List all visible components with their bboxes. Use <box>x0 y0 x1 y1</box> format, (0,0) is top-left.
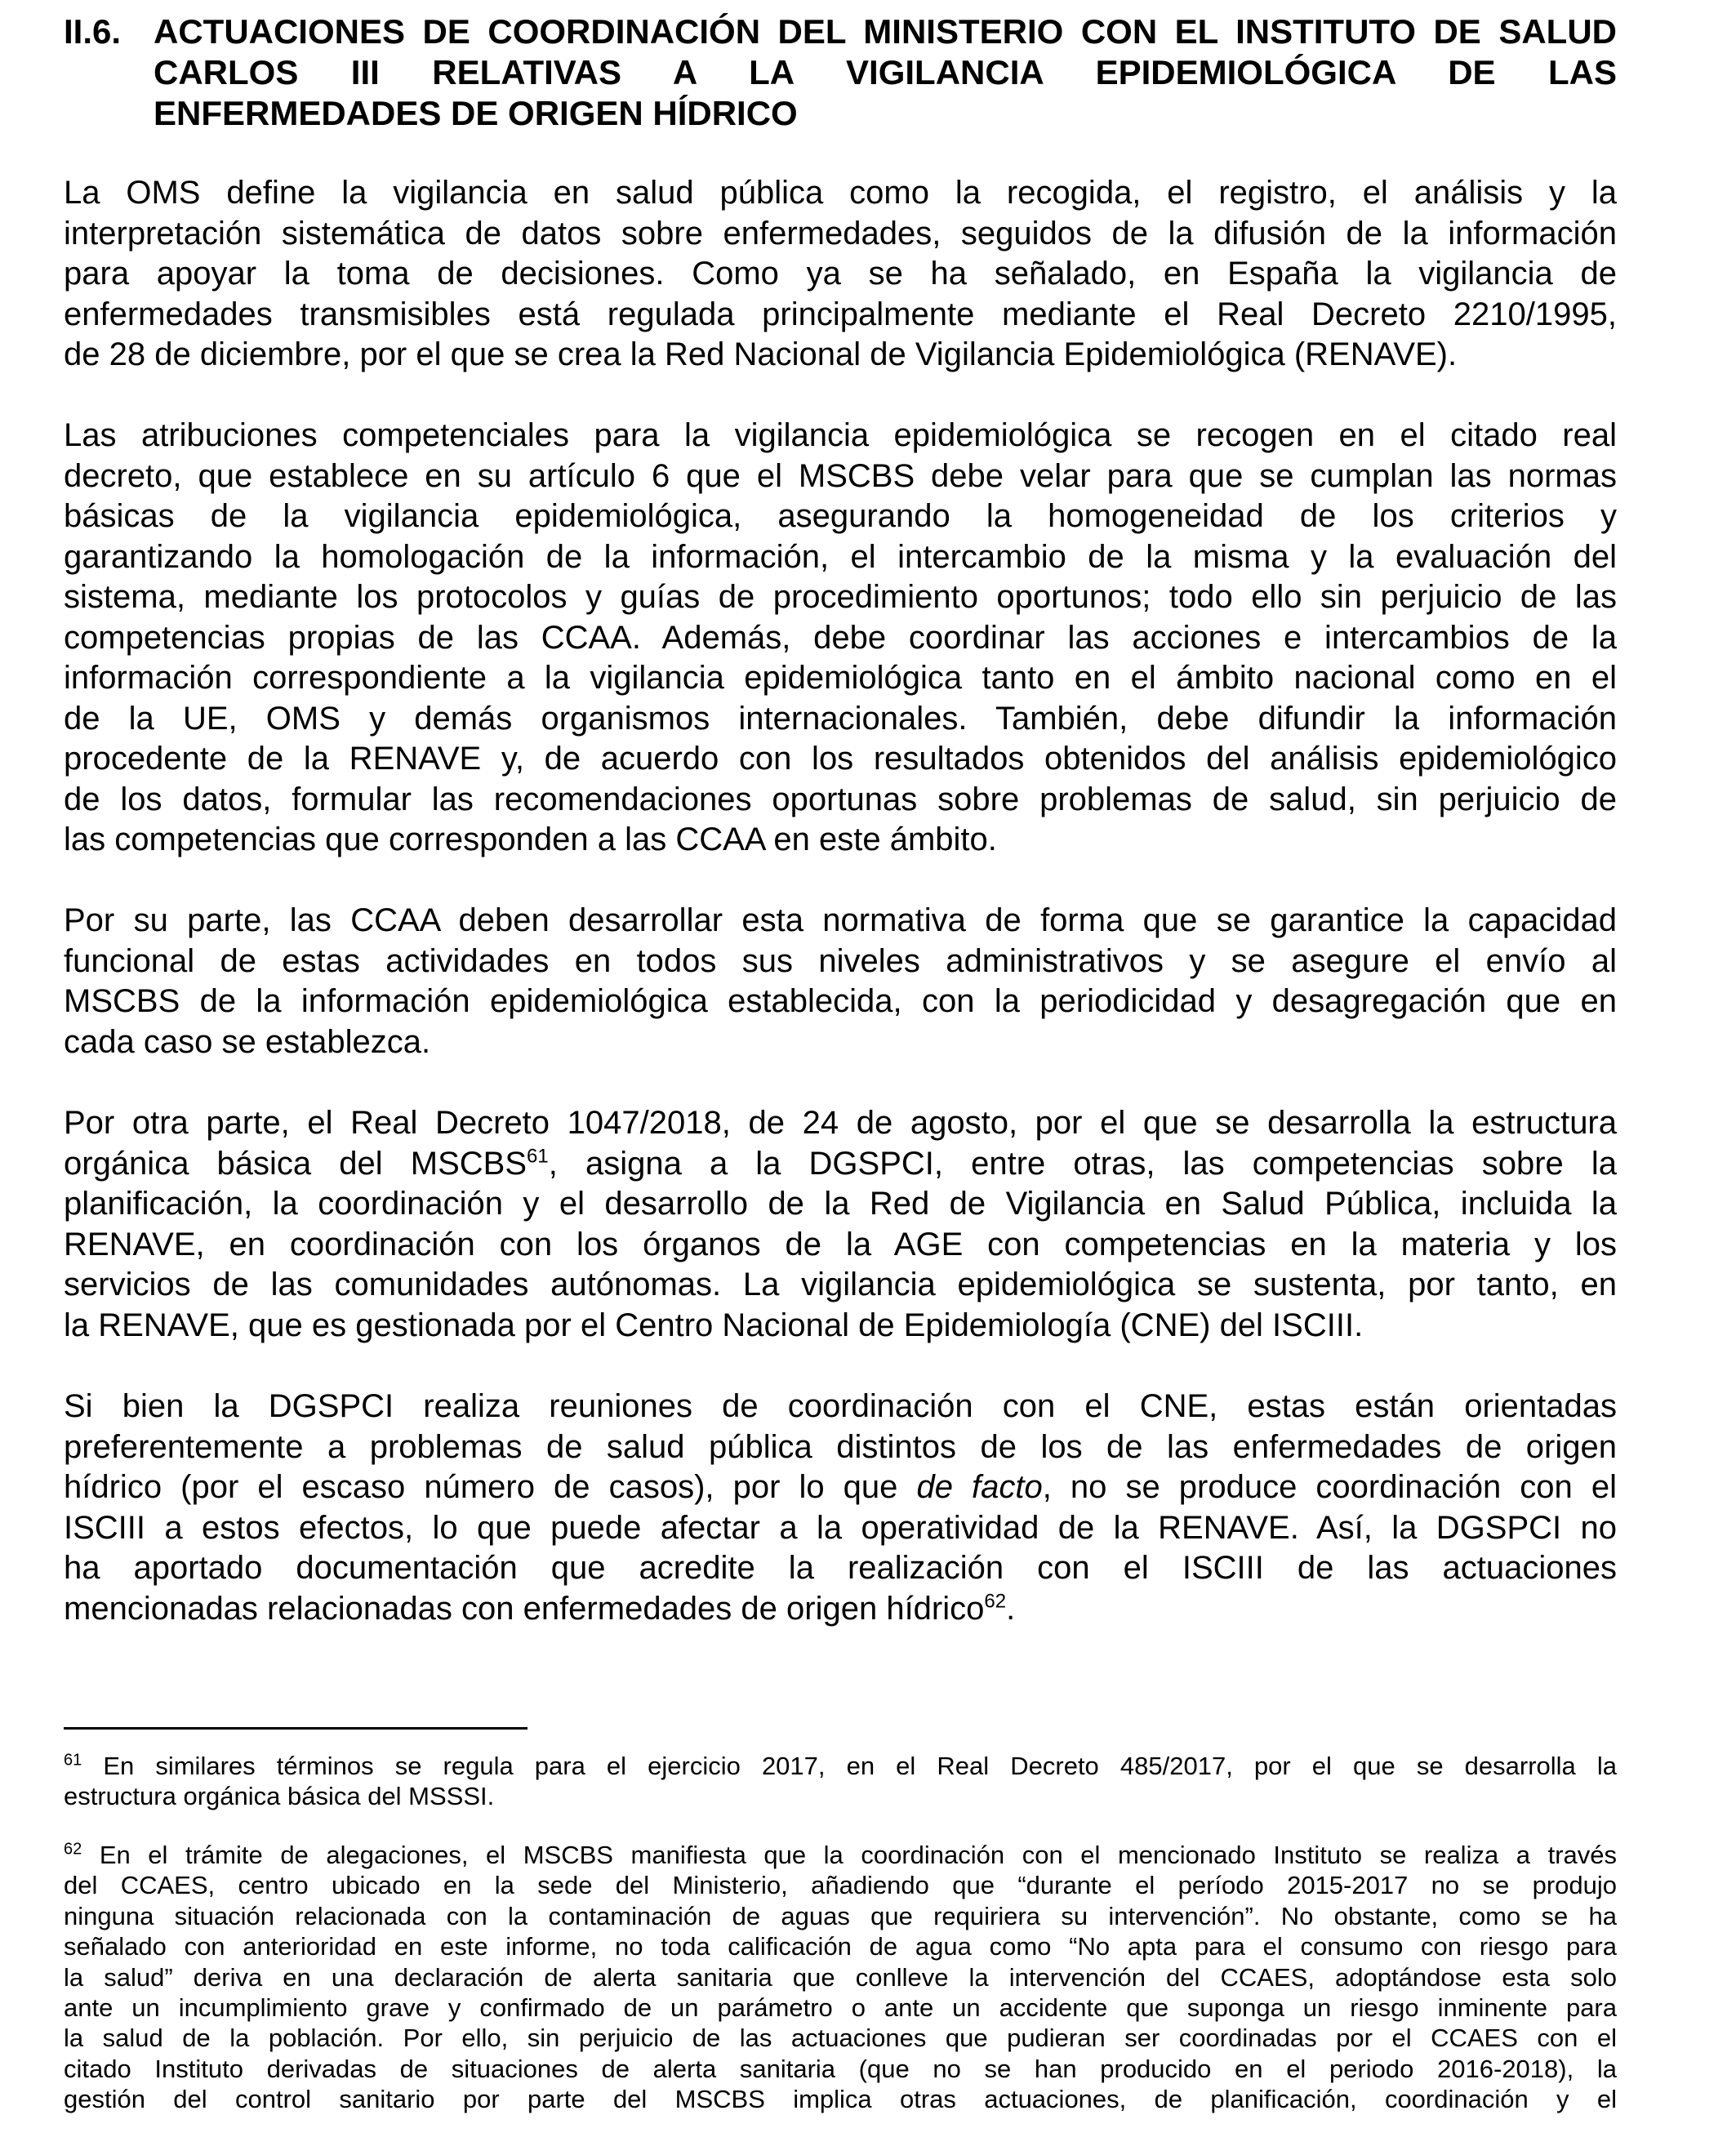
footnote-line: estructura orgánica básica del MSSSI. <box>64 1782 495 1811</box>
paragraph-line <box>64 1144 1617 1185</box>
paragraph-line: básicas de la vigilancia epidemiológica, asegurando la homogeneidad de los criterios y <box>64 498 1617 534</box>
footnote-line <box>64 1840 1617 1870</box>
paragraph-ccaa <box>64 901 1617 1062</box>
paragraph-line: MSCBS de la información epidemiológica establecida, con la periodicidad y desagregación que en <box>64 983 1617 1019</box>
paragraph-line: RENAVE, en coordinación con los órganos de la AGE con competencias en la materia y los <box>64 1226 1617 1262</box>
paragraph-line: funcional de estas actividades en todos sus niveles administrativos y se asegure el envío al <box>64 942 1617 979</box>
paragraph-line: interpretación sistemática de datos sobre enfermedades, seguidos de la difusión de la información <box>64 215 1617 252</box>
text-run: En similares términos se regula para el ejercicio 2017, en el Real Decreto 485/2017, por el que se desarrolla la <box>82 1752 1617 1780</box>
paragraph-line: preferentemente a problemas de salud pública distintos de los de las enfermedades de origen <box>64 1428 1617 1465</box>
paragraph-line <box>64 1589 1617 1630</box>
paragraph-line: ISCIII a estos efectos, lo que puede afectar a la operatividad de la RENAVE. Así, la DGSPCI no <box>64 1509 1617 1546</box>
footnote-marker: 61 <box>64 1751 82 1770</box>
paragraph-line <box>64 1467 1617 1508</box>
paragraph-line: Por su parte, las CCAA deben desarrollar esta normativa de forma que se garantice la capacidad <box>64 902 1617 938</box>
paragraph-oms-definition <box>64 173 1617 376</box>
paragraph-line: competencias propias de las CCAA. Además, debe coordinar las acciones e intercambios de la <box>64 619 1617 656</box>
paragraph-line: para apoyar la toma de decisiones. Como ya se ha señalado, en España la vigilancia de <box>64 256 1617 292</box>
footnote-61 <box>64 1751 1617 1812</box>
paragraph-line: cada caso se establezca. <box>64 1023 431 1060</box>
section-heading <box>64 11 1617 134</box>
footnote-line <box>64 1751 1617 1781</box>
footnote-ref-62[interactable]: 62 <box>984 1590 1007 1613</box>
section-number: II.6. <box>64 12 122 51</box>
footnote-separator <box>64 1727 527 1730</box>
paragraph-real-decreto <box>64 1103 1617 1346</box>
footnote-line: la salud” deriva en una declaración de alerta sanitaria que conlleve la intervención del CCAES, adoptándose esta solo <box>64 1962 1617 1992</box>
paragraph-line: decreto, que establece en su artículo 6 que el MSCBS debe velar para que se cumplan las normas <box>64 457 1617 494</box>
paragraph-line: las competencias que corresponden a las CCAA en este ámbito. <box>64 821 997 857</box>
paragraph-line: información correspondiente a la vigilancia epidemiológica tanto en el ámbito nacional como en el <box>64 660 1617 696</box>
paragraph-line: ha aportado documentación que acredite la realización con el ISCIII de las actuaciones <box>64 1550 1617 1586</box>
footnote-62 <box>64 1840 1617 2115</box>
paragraph-line: garantizando la homologación de la información, el intercambio de la misma y la evaluación del <box>64 538 1617 575</box>
footnote-marker: 62 <box>64 1840 82 1859</box>
text-run: . <box>1006 1590 1016 1627</box>
section-title-line: ENFERMEDADES DE ORIGEN HÍDRICO <box>154 94 798 132</box>
footnote-line: la salud de la población. Por ello, sin perjuicio de las actuaciones que pudieran ser coordinadas por el CCAES con el <box>64 2024 1617 2053</box>
text-run: orgánica básica del MSCBS <box>64 1145 527 1182</box>
text-run: En el trámite de alegaciones, el MSCBS manifiesta que la coordinación con el mencionado Instituto se realiza a través <box>82 1841 1617 1869</box>
section-title-line: CARLOS III RELATIVAS A LA VIGILANCIA EPIDEMIOLÓGICA DE LAS <box>154 53 1617 91</box>
footnote-line: señalado con anterioridad en este informe, no toda calificación de agua como “No apta para el consumo con riesgo para <box>64 1932 1617 1961</box>
paragraph-line: de la UE, OMS y demás organismos internacionales. También, debe difundir la información <box>64 700 1617 737</box>
footnote-line: citado Instituto derivadas de situaciones de alerta sanitaria (que no se han producido en el periodo 2016-2018), la <box>64 2054 1617 2083</box>
paragraph-line: la RENAVE, que es gestionada por el Centro Nacional de Epidemiología (CNE) del ISCIII. <box>64 1307 1364 1343</box>
paragraph-atribuciones <box>64 416 1617 861</box>
paragraph-line: sistema, mediante los protocolos y guías de procedimiento oportunos; todo ello sin perjuicio de las <box>64 579 1617 615</box>
paragraph-line: Si bien la DGSPCI realiza reuniones de coordinación con el CNE, estas están orientadas <box>64 1388 1617 1424</box>
section-title <box>154 11 1617 134</box>
text-run: , no se produce coordinación con el <box>1042 1469 1617 1505</box>
paragraph-line: planificación, la coordinación y el desarrollo de la Red de Vigilancia en Salud Pública, incluida la <box>64 1186 1617 1222</box>
paragraph-line: de los datos, formular las recomendaciones oportunas sobre problemas de salud, sin perjuicio de <box>64 781 1617 817</box>
footnote-line: del CCAES, centro ubicado en la sede del Ministerio, añadiendo que “durante el período 2015-2017 no se produjo <box>64 1871 1617 1900</box>
paragraph-line: procedente de la RENAVE y, de acuerdo con los resultados obtenidos del análisis epidemiológico <box>64 741 1617 777</box>
paragraph-line: enfermedades transmisibles está regulada principalmente mediante el Real Decreto 2210/1995, <box>64 296 1617 332</box>
text-run: mencionadas relacionadas con enfermedades de origen hídrico <box>64 1590 985 1627</box>
paragraph-line: Las atribuciones competenciales para la vigilancia epidemiológica se recogen en el citado real <box>64 417 1617 453</box>
section-title-line: ACTUACIONES DE COORDINACIÓN DEL MINISTERIO CON EL INSTITUTO DE SALUD <box>154 12 1617 51</box>
paragraph-line: La OMS define la vigilancia en salud pública como la recogida, el registro, el análisis y la <box>64 175 1617 211</box>
paragraph-coordinacion-cne <box>64 1387 1617 1629</box>
text-run: hídrico (por el escaso número de casos), por lo que <box>64 1469 917 1505</box>
paragraph-line: de 28 de diciembre, por el que se crea la Red Nacional de Vigilancia Epidemiológica (RENAVE). <box>64 336 1458 372</box>
text-run: , asigna a la DGSPCI, entre otras, las competencias sobre la <box>548 1145 1617 1182</box>
footnote-line: ninguna situación relacionada con la contaminación de aguas que requiriera su intervención”. No obstante, como se ha <box>64 1901 1617 1930</box>
paragraph-line: servicios de las comunidades autónomas. La vigilancia epidemiológica se sustenta, por tanto, en <box>64 1267 1617 1302</box>
footnote-ref-61[interactable]: 61 <box>527 1145 549 1168</box>
paragraph-line: Por otra parte, el Real Decreto 1047/2018, de 24 de agosto, por el que se desarrolla la estructura <box>64 1105 1617 1141</box>
footnote-line: gestión del control sanitario por parte del MSCBS implica otras actuaciones, de planificación, coordinación y el <box>64 2085 1617 2114</box>
italic-text: de facto <box>916 1469 1043 1505</box>
footnote-line: ante un incumplimiento grave y confirmado de un parámetro o ante un accidente que suponga un riesgo inminente para <box>64 1993 1617 2023</box>
